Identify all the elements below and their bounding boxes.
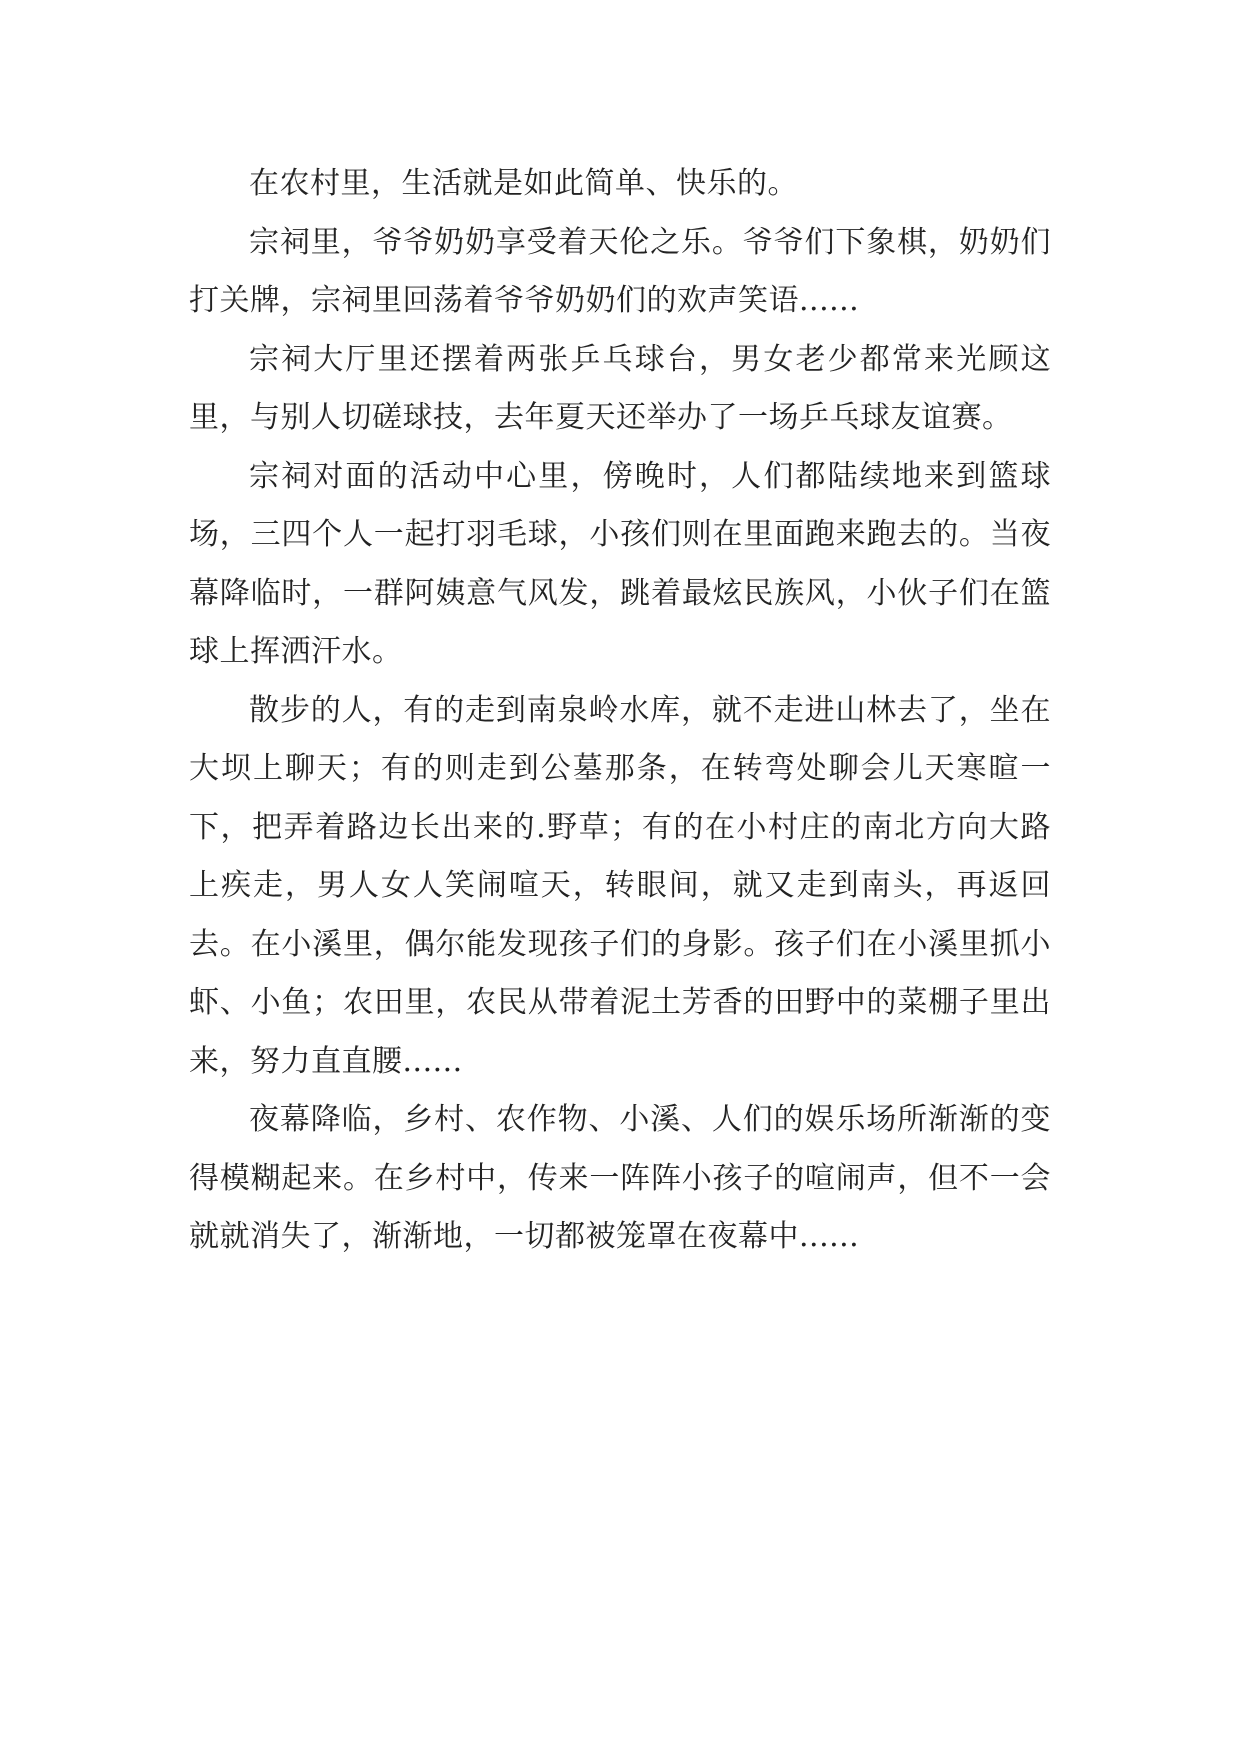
paragraph-1: 在农村里，生活就是如此简单、快乐的。	[249, 166, 798, 201]
document-body	[189, 155, 1051, 1267]
paragraph-6: 夜幕降临，乡村、农作物、小溪、人们的娱乐场所渐渐的变得模糊起来。在乡村中，传来一阵阵小孩子的喧闹声，但不一会就就消失了，渐渐地，一切都被笼罩在夜幕中......	[189, 1102, 1051, 1254]
paragraph-5: 散步的人，有的走到南泉岭水库，就不走进山林去了，坐在大坝上聊天；有的则走到公墓那条，在转弯处聊会儿天寒暄一下，把弄着路边长出来的.野草；有的在小村庄的南北方向大路上疾走，男人女人笑闹喧天，转眼间，就又走到南头，再返回去。在小溪里，偶尔能发现孩子们的身影。孩子们在小溪里抓小虾、小鱼；农田里，农民从带着泥土芳香的田野中的菜棚子里出来，努力直直腰......	[189, 692, 1051, 1079]
paragraph-4: 宗祠对面的活动中心里，傍晚时，人们都陆续地来到篮球场，三四个人一起打羽毛球，小孩们则在里面跑来跑去的。当夜幕降临时，一群阿姨意气风发，跳着最炫民族风，小伙子们在篮球上挥洒汗水。	[189, 458, 1051, 669]
paragraph-2: 宗祠里，爷爷奶奶享受着天伦之乐。爷爷们下象棋，奶奶们打关牌，宗祠里回荡着爷爷奶奶们的欢声笑语......	[189, 224, 1051, 318]
paragraph-3: 宗祠大厅里还摆着两张乒乓球台，男女老少都常来光顾这里，与别人切磋球技，去年夏天还举办了一场乒乓球友谊赛。	[189, 341, 1051, 435]
